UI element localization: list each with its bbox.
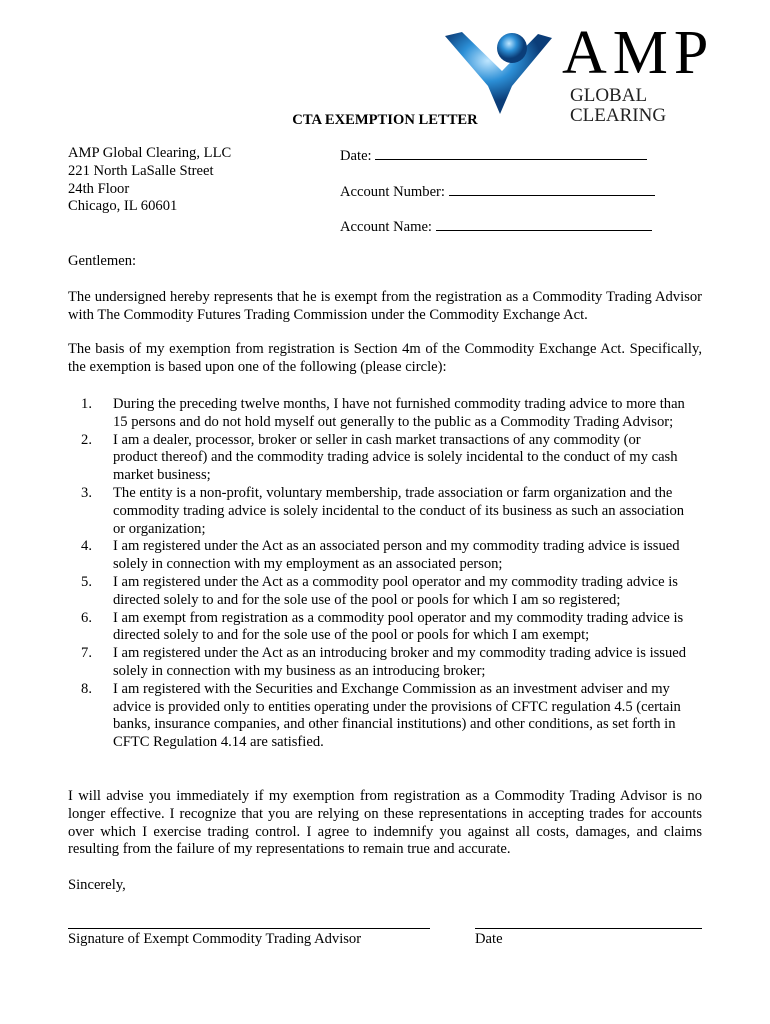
item-number: 4. (81, 538, 92, 555)
date-field[interactable] (340, 145, 647, 166)
account-name-field[interactable] (340, 216, 652, 237)
date-signature-line[interactable] (475, 928, 702, 929)
address-block (68, 145, 231, 216)
list-item (68, 681, 688, 752)
item-text: I am registered under the Act as a commodity pool operator and my commodity trading advice is directed solely to and for the sole use of the pool or pools for which I am so registered; (113, 573, 678, 608)
account-name-input-line[interactable] (436, 216, 652, 231)
paragraph-undertaking: I will advise you immediately if my exemption from registration as a Commodity Trading Advisor is no longer effective. I recognize that you are relying on these representations in accepting trades for accounts over which I exercise trading control. I agree to indemnify you against all costs, damages, and claims resulting from the failure of my representations to remain true and accurate. (68, 788, 702, 858)
address-line: Chicago, IL 60601 (68, 198, 178, 215)
item-number: 5. (81, 573, 92, 590)
logo-subtext: GLOBAL CLEARING (570, 85, 667, 126)
amp-logo (440, 19, 740, 126)
item-text: I am a dealer, processor, broker or seller in cash market transactions of any commodity (or product thereof) and the commodity trading advice is solely incidental to the conduct of my cash market business; (113, 431, 678, 484)
item-number: 8. (81, 680, 92, 697)
list-item (68, 396, 688, 432)
item-number: 2. (81, 431, 92, 448)
item-number: 1. (81, 396, 92, 412)
address-line: 221 North LaSalle Street (68, 162, 214, 179)
item-number: 7. (81, 645, 92, 662)
item-text: I am registered under the Act as an introducing broker and my commodity trading advice is issued solely in connection with my business as an introducing broker; (113, 645, 687, 679)
signature-label: Signature of Exempt Commodity Trading Advisor (68, 931, 362, 947)
list-item (68, 538, 688, 574)
item-text: During the preceding twelve months, I have not furnished commodity trading advice to more than 15 persons and do not hold myself out generally to the public as a Commodity Trading Advisor; (113, 396, 685, 430)
list-item (68, 574, 688, 610)
closing: Sincerely, (68, 877, 126, 893)
paragraph-basis: The basis of my exemption from registration is Section 4m of the Commodity Exchange Act. Specifically, the exemption is based upon one of the following (please circle): (68, 341, 702, 375)
item-text: I am exempt from registration as a commodity pool operator and my commodity trading advice is directed solely to and for the sole use of the pool or pools for which I am exempt; (113, 609, 684, 644)
account-number-input-line[interactable] (449, 181, 655, 196)
account-number-label: Account Number: (340, 184, 445, 200)
figure-logo-icon (440, 26, 570, 116)
logo-text: AMP (562, 19, 715, 87)
list-item (68, 432, 688, 485)
date-input-line[interactable] (375, 145, 647, 160)
date-signature-label: Date (475, 931, 503, 947)
account-name-label: Account Name: (340, 219, 432, 235)
list-item (68, 610, 688, 646)
account-number-field[interactable] (340, 181, 655, 202)
exemption-list (68, 396, 688, 752)
address-line: AMP Global Clearing, LLC (68, 145, 232, 161)
item-number: 3. (81, 484, 92, 501)
signature-line[interactable] (68, 928, 430, 929)
paragraph-representation: The undersigned hereby represents that he is exempt from the registration as a Commodity Trading Advisor with The Commodity Futures Trading Commission under the Commodity Exchange Act. (68, 289, 702, 323)
address-line: 24th Floor (68, 180, 130, 197)
item-text: I am registered with the Securities and Exchange Commission as an investment adviser and my advice is provided only to entities operating under the provisions of CFTC regulation 4.5 (certain banks, insurance companies, and other financial institutions) and other conditions, as set forth in CFTC Regulation 4.14 are satisfied. (113, 680, 681, 751)
date-label: Date: (340, 148, 372, 164)
salutation: Gentlemen: (68, 253, 137, 269)
list-item (68, 645, 688, 681)
page-title: CTA EXEMPTION LETTER (292, 112, 478, 128)
item-text: I am registered under the Act as an associated person and my commodity trading advice is issued solely in connection with my employment as an associated person; (113, 538, 680, 573)
item-number: 6. (81, 609, 92, 626)
list-item (68, 485, 688, 538)
item-text: The entity is a non-profit, voluntary membership, trade association or farm organization and the commodity trading advice is solely incidental to the conduct of its business as such an association or organization; (113, 484, 685, 537)
